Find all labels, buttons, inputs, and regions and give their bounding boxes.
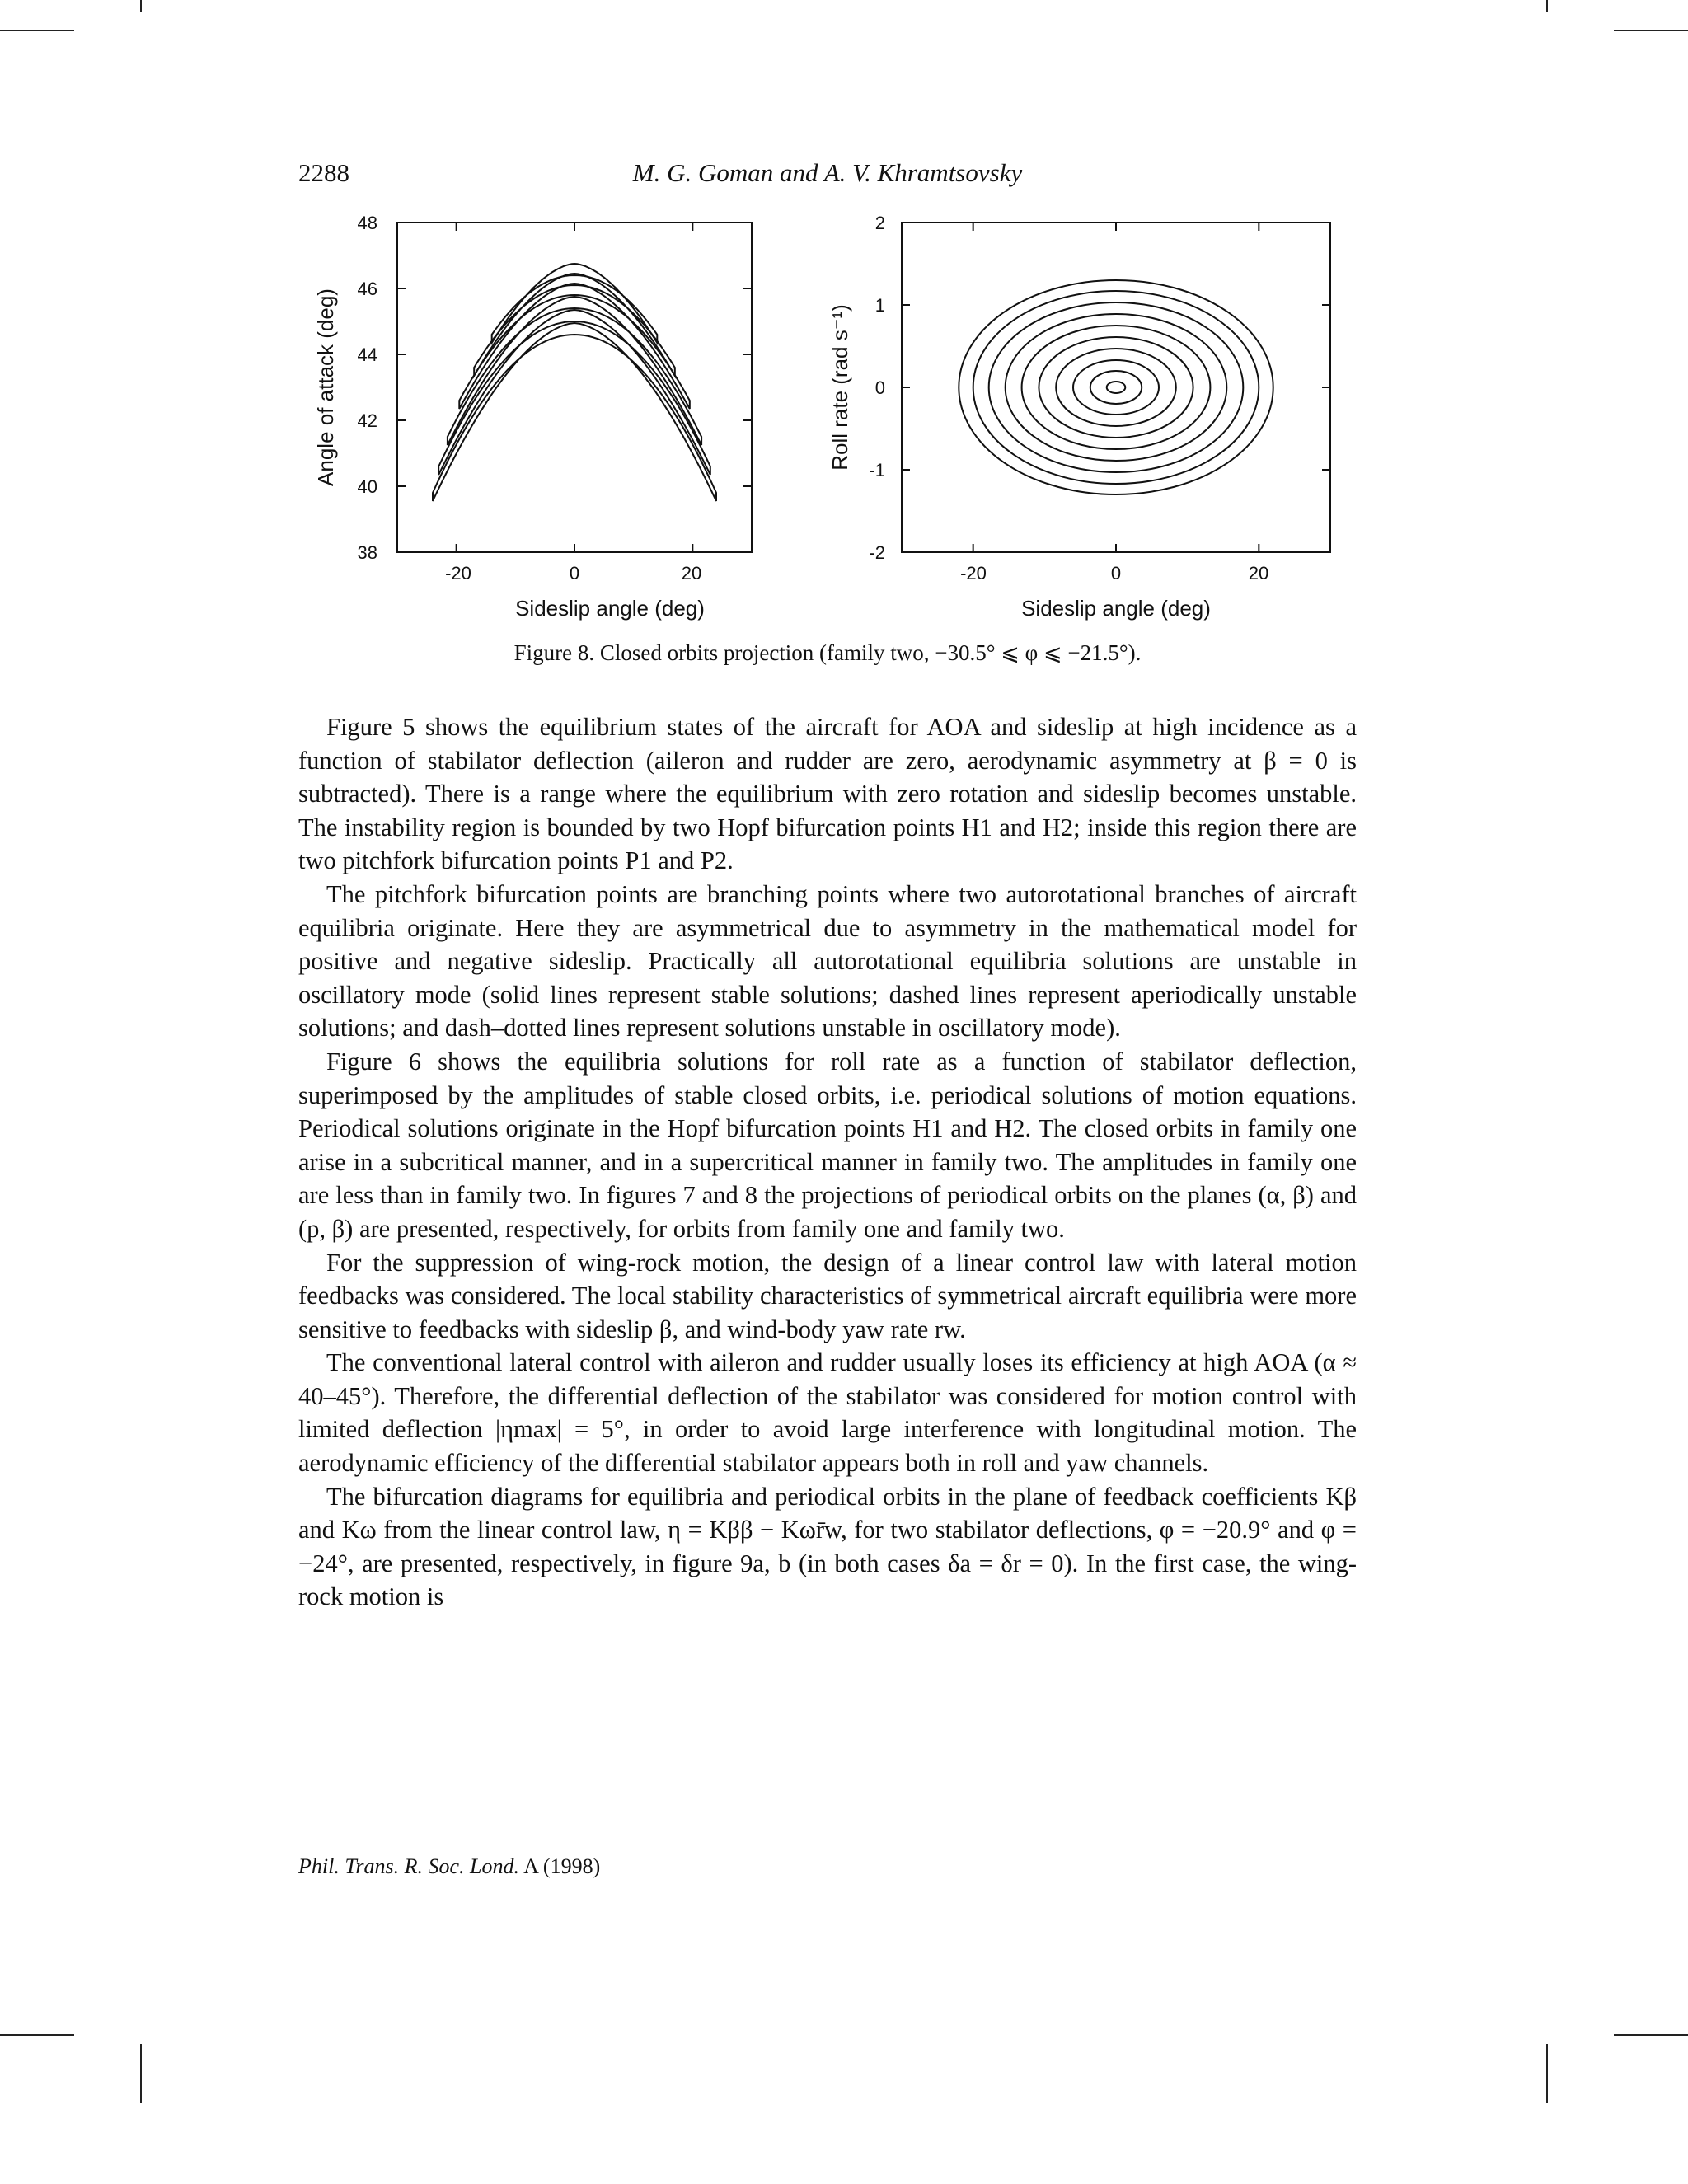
- page-number: 2288: [298, 158, 349, 187]
- tick-label: 20: [681, 563, 702, 583]
- tick-label: -2: [869, 542, 885, 563]
- orbit-curve: [433, 323, 716, 501]
- plot-frame: [902, 223, 1330, 552]
- paragraph: The bifurcation diagrams for equilibria and periodical orbits in the plane of feedback coefficients Kβ and Kω from the linear control law, η = Kββ − Kωr̄w, for two stabilator deflections, φ = −20.9° and φ = −24°, are presented, respectively, in figure 9a, b (in both cases δa = δr = 0). In the first case, the wing-rock motion is: [298, 1482, 1357, 1611]
- y-axis-label: Angle of attack (deg): [313, 288, 338, 486]
- orbit-ellipse: [1090, 371, 1142, 404]
- crop-mark: [0, 2034, 74, 2036]
- orbit-ellipse: [1039, 337, 1193, 438]
- paragraph: Figure 6 shows the equilibria solutions for roll rate as a function of stabilator deflection, superimposed by the amplitudes of stable closed orbits, i.e. periodical solutions of motion equations. Periodical solutions originate in the Hopf bifurcation points H1 and H2. The closed orbits in family one arise in a subcritical manner, and in a supercritical manner in family two. The amplitudes in family one are less than in family two. In figures 7 and 8 the projections of periodical orbits on the planes (α, β) and (p, β) are presented, respectively, for orbits from family one and family two.: [298, 1047, 1357, 1243]
- journal-volume: A (1998): [523, 1854, 601, 1878]
- crop-mark: [1614, 2034, 1688, 2036]
- plot-frame: [397, 223, 752, 552]
- tick-label: 20: [1248, 563, 1269, 583]
- paragraph: The conventional lateral control with aileron and rudder usually loses its efficiency at high AOA (α ≈ 40–45°). Therefore, the differential deflection of the stabilator was considered for motion control with limited deflection |ηmax| = 5°, in order to avoid large interference with longitudinal motion. The aerodynamic efficiency of the differential stabilator appears both in roll and yaw channels.: [298, 1348, 1357, 1478]
- crop-mark: [140, 0, 142, 12]
- body-text: [298, 710, 1357, 1614]
- crop-mark: [0, 30, 74, 31]
- tick-label: 48: [357, 213, 377, 233]
- figure-caption: Figure 8. Closed orbits projection (family two, −30.5° ⩽ φ ⩽ −21.5°).: [513, 640, 1142, 665]
- tick-label: 46: [357, 279, 377, 299]
- orbit-ellipse: [1022, 326, 1211, 449]
- orbit-ellipse: [973, 291, 1259, 484]
- crop-mark: [1546, 2044, 1548, 2103]
- tick-label: -20: [960, 563, 987, 583]
- tick-label: 42: [357, 410, 377, 431]
- orbit-ellipse: [1073, 360, 1159, 415]
- journal-footer: [298, 1853, 600, 1881]
- tick-label: 44: [357, 344, 377, 365]
- chart-p-beta: [828, 213, 1330, 621]
- tick-label: 1: [874, 295, 885, 316]
- tick-label: 40: [357, 476, 377, 497]
- crop-mark: [1614, 30, 1688, 31]
- tick-label: 0: [874, 377, 885, 398]
- x-axis-label: Sideslip angle (deg): [1021, 596, 1211, 621]
- running-authors: M. G. Goman and A. V. Khramtsovsky: [632, 158, 1023, 187]
- paragraph: For the suppression of wing-rock motion, the design of a linear control law with lateral motion feedbacks was considered. The local stability characteristics of symmetrical aircraft equilibria were more sensitive to feedbacks with sideslip β, and wind-body yaw rate rw.: [298, 1248, 1357, 1343]
- paragraph: Figure 5 shows the equilibrium states of the aircraft for AOA and sideslip at high incidence as a function of stabilator deflection (aileron and rudder are zero, aerodynamic asymmetry at β = 0 is subtracted). There is a range where the equilibrium with zero rotation and sideslip becomes unstable. The instability region is bounded by two Hopf bifurcation points H1 and H2; inside this region there are two pitchfork bifurcation points P1 and P2.: [298, 713, 1357, 875]
- tick-label: -1: [869, 460, 885, 480]
- tick-label: 0: [1110, 563, 1122, 583]
- crop-mark: [140, 2044, 142, 2103]
- crop-mark: [1546, 0, 1548, 12]
- tick-label: -20: [445, 563, 471, 583]
- orbit-ellipse: [989, 302, 1244, 472]
- x-ticks: [445, 563, 701, 583]
- figure-8-plots: [298, 206, 1357, 626]
- orbit-curve: [492, 264, 658, 343]
- paragraph: The pitchfork bifurcation points are branching points where two autorotational branches of aircraft equilibria originate. Here they are asymmetrical due to asymmetry in the mathematical model for positive and negative sideslip. Practically all autorotational equilibria solutions are unstable in oscillatory mode (solid lines represent stable solutions; dashed lines represent aperiodically unstable solutions; and dash–dotted lines represent solutions unstable in oscillatory mode).: [298, 879, 1357, 1043]
- orbit-curve: [448, 297, 701, 445]
- tick-label: 38: [357, 542, 377, 563]
- x-ticks: [960, 563, 1268, 583]
- x-axis-label: Sideslip angle (deg): [515, 596, 705, 621]
- journal-name: Phil. Trans. R. Soc. Lond.: [298, 1854, 519, 1878]
- y-ticks: [869, 213, 885, 563]
- tick-label: 2: [874, 213, 885, 233]
- y-ticks: [358, 213, 377, 563]
- y-axis-label: Roll rate (rad s⁻¹): [828, 304, 852, 471]
- tick-label: 0: [569, 563, 580, 583]
- running-header: [298, 157, 1357, 190]
- orbit-ellipse: [1107, 382, 1126, 393]
- chart-alpha-beta: [313, 213, 752, 621]
